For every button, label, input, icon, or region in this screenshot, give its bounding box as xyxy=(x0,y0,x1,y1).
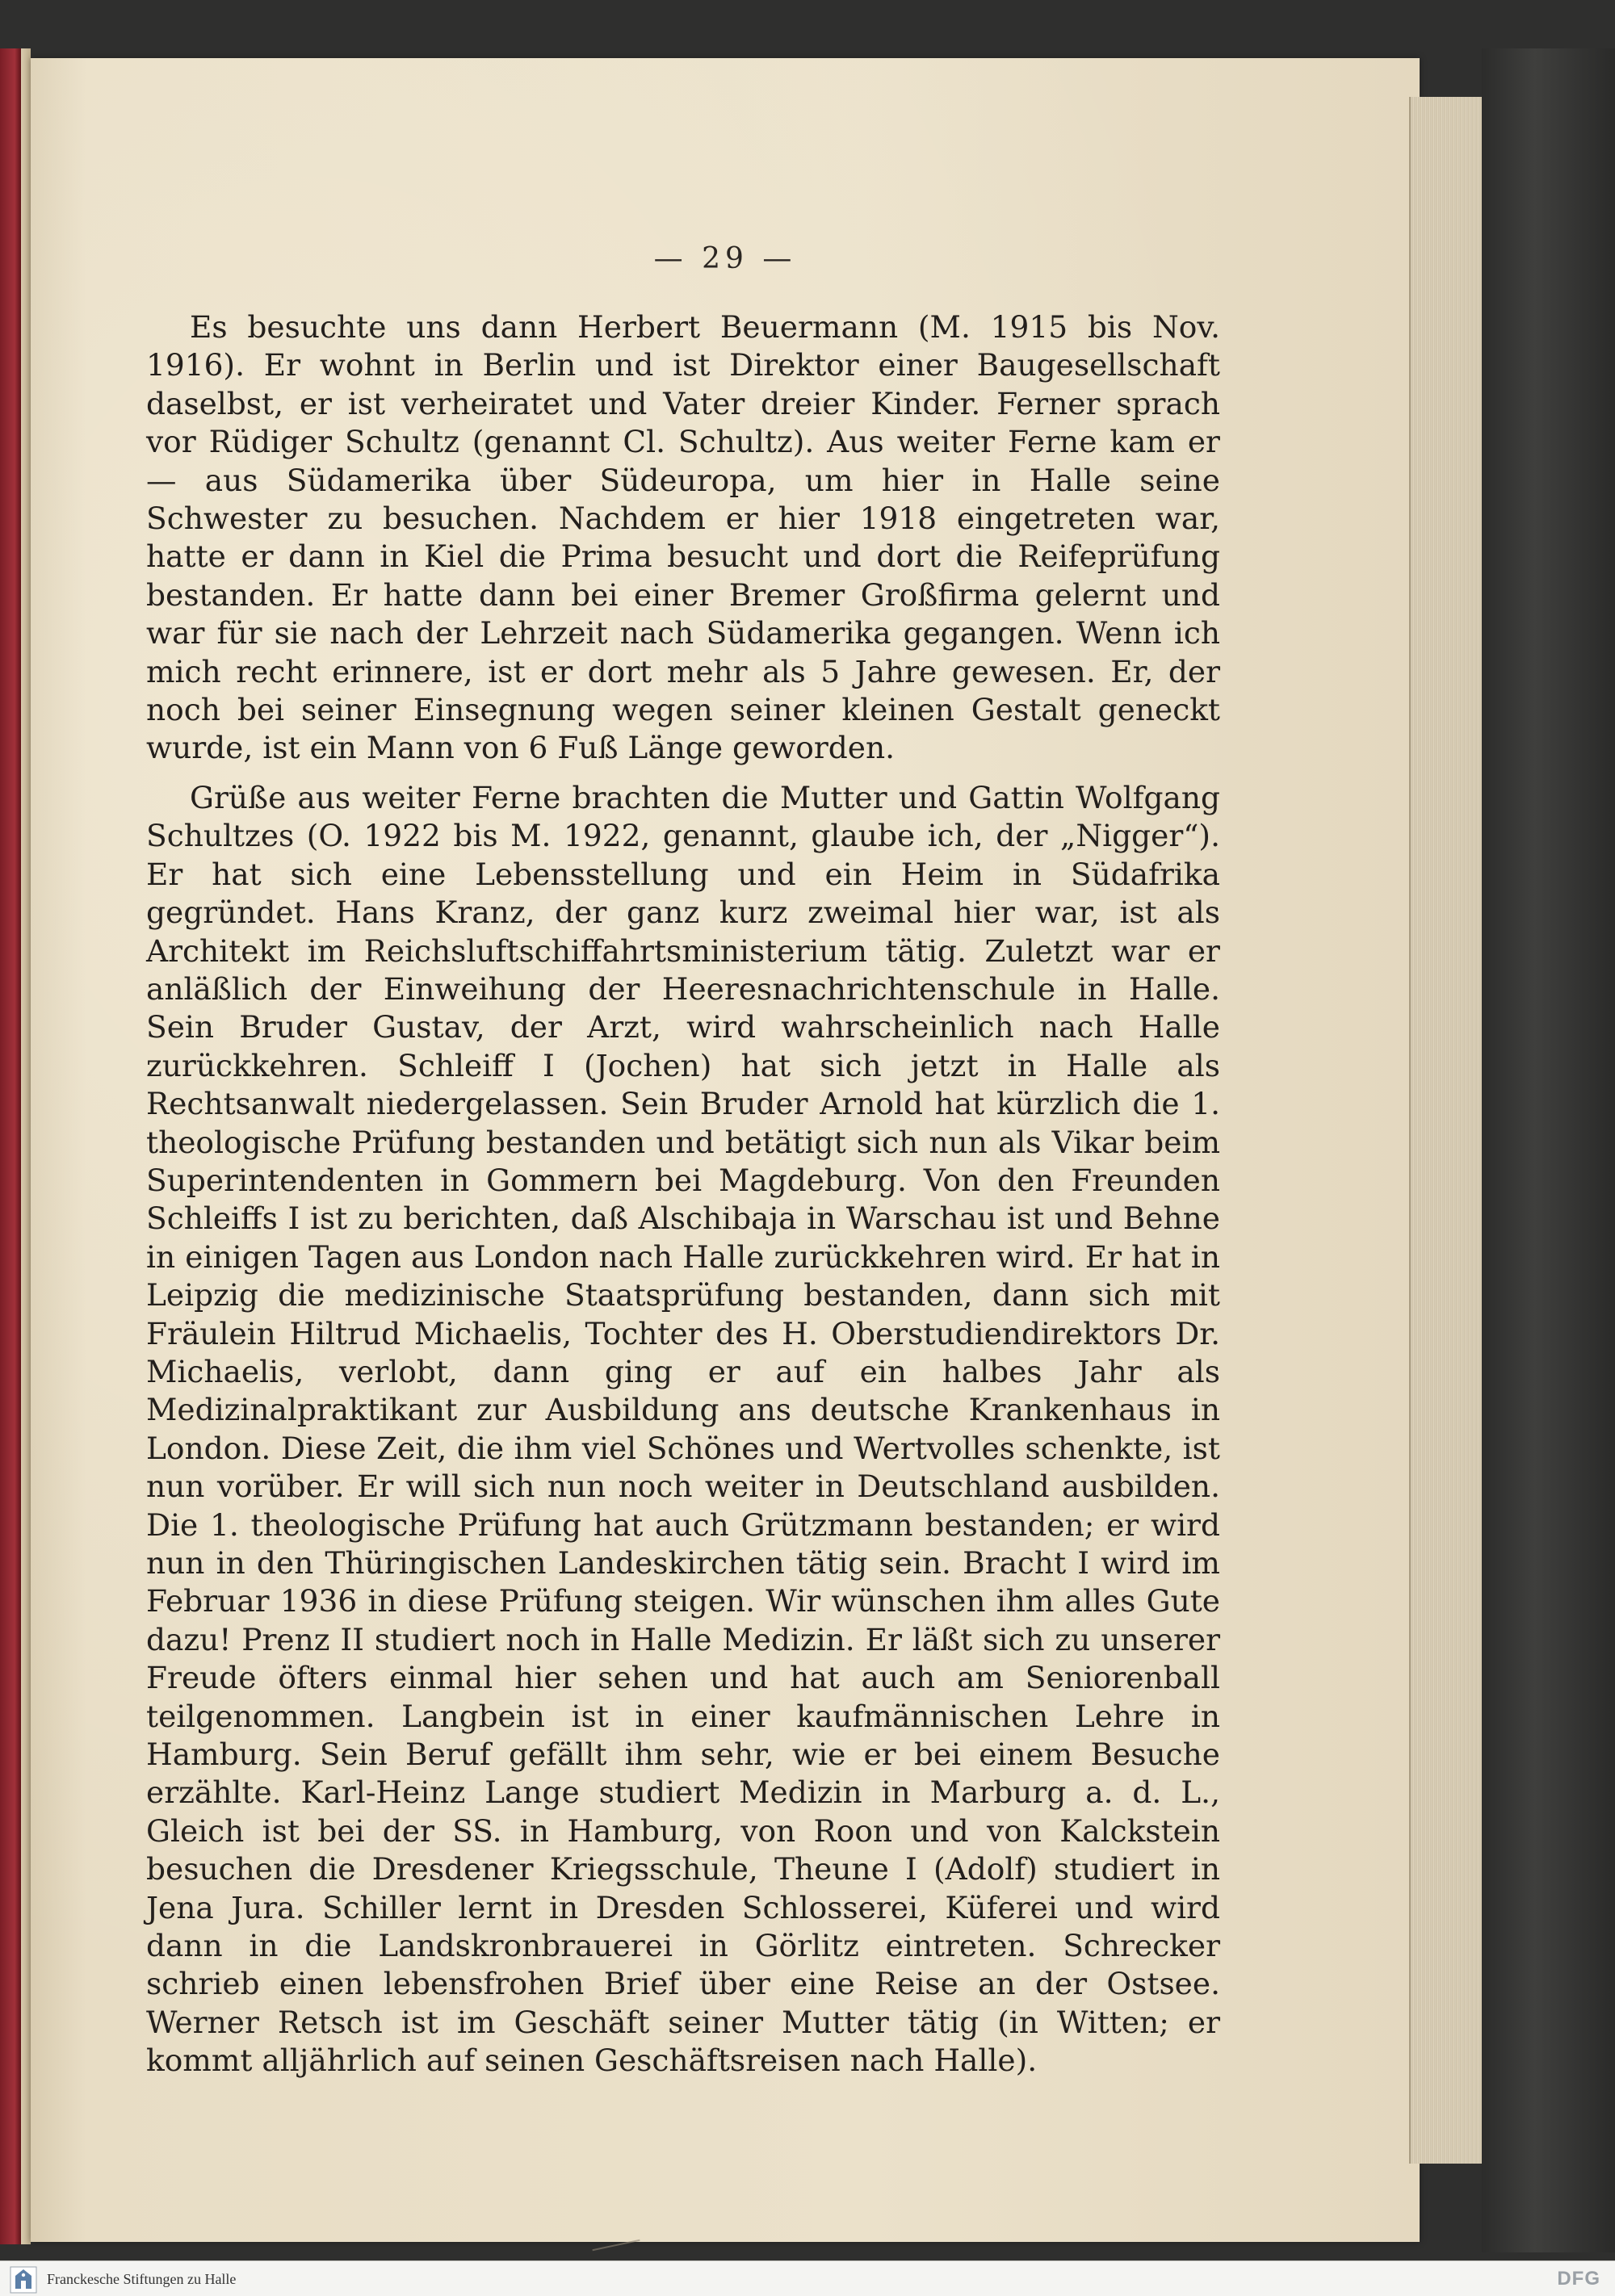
footer-credit: Franckesche Stiftungen zu Halle xyxy=(47,2271,237,2287)
book-cover-edge xyxy=(1482,48,1615,2252)
viewer-footer xyxy=(0,2260,1615,2296)
pencil-mark xyxy=(592,2239,640,2251)
book-page xyxy=(31,58,1420,2242)
page-body xyxy=(146,308,1220,2080)
paragraph-2: Grüße aus weiter Ferne brachten die Mutter und Gattin Wolfgang Schultzes (O. 1922 bis M. 1922, genannt, glaube ich, der „Nigger“). Er hat sich eine Lebensstellung und ein Heim in Südafrika gegründet. Hans Kranz, der ganz kurz zweimal hier war, ist als Architekt im Reichsluftschiffahrtsministerium tätig. Zuletzt war er anläßlich der Einweihung der Heeresnachrichtenschule in Halle. Sein Bruder Gustav, der Arzt, wird wahrscheinlich nach Halle zurückkehren. Schleiff I (Jochen) hat sich jetzt in Halle als Rechtsanwalt niedergelassen. Sein Bruder Arnold hat kürzlich die 1. theologische Prüfung bestanden und betätigt sich nun als Vikar beim Superintendenten in Gommern bei Magdeburg. Von den Freunden Schleiffs I ist zu berichten, daß Alschibaja in Warschau ist und Behne in einigen Tagen aus London nach Halle zurückkehren wird. Er hat in Leipzig die medizinische Staatsprüfung bestanden, dann sich mit Fräulein Hiltrud Michaelis, Tochter des H. Oberstudiendirektors Dr. Michaelis, verlobt, dann ging er auf ein halbes Jahr als Medizinalpraktikant zur Ausbildung ans deutsche Krankenhaus in London. Diese Zeit, die ihm viel Schönes und Wertvolles schenkte, ist nun vorüber. Er will sich nun noch weiter in Deutschland ausbilden. Die 1. theologische Prüfung hat auch Grützmann bestanden; er wird nun in den Thüringischen Landeskirchen tätig sein. Bracht I wird im Februar 1936 in diese Prüfung steigen. Wir wünschen ihm alles Gute dazu! Prenz II studiert noch in Halle Medizin. Er läßt sich zu unserer Freude öfters einmal hier sehen und hat auch am Seniorenball teilgenommen. Langbein ist in einer kaufmännischen Lehre in Hamburg. Sein Beruf gefällt ihm sehr, wie er bei einem Besuche erzählte. Karl-Heinz Lange studiert Medizin in Marburg a. d. L., Gleich ist bei der SS. in Hamburg, von Roon und von Kalckstein besuchen die Dresdener Kriegsschule, Theune I (Adolf) studiert in Jena Jura. Schiller lernt in Dresden Schlosserei, Küferei und wird dann in die Landskronbrauerei in Görlitz eintreten. Schrecker schrieb einen lebensfrohen Brief über eine Reise an der Ostsee. Werner Retsch ist im Geschäft seiner Mutter tätig (in Witten; er kommt alljährlich auf seinen Geschäftsreisen nach Halle). xyxy=(146,779,1220,2079)
paragraph-1: Es besuchte uns dann Herbert Beuermann (M. 1915 bis Nov. 1916). Er wohnt in Berlin und ist Direktor einer Baugesellschaft daselbst, er ist verheiratet und Vater dreier Kinder. Ferner sprach vor Rüdiger Schultz (genannt Cl. Schultz). Aus weiter Ferne kam er — aus Südamerika über Südeuropa, um hier in Halle seine Schwester zu besuchen. Nachdem er hier 1918 eingetreten war, hatte er dann in Kiel die Prima besucht und dort die Reifeprüfung bestanden. Er hatte dann bei einer Bremer Großfirma gelernt und war für sie nach der Lehrzeit nach Südamerika gegangen. Wenn ich mich recht erinnere, ist er dort mehr als 5 Jahre gewesen. Er, der noch bei seiner Einsegnung wegen seiner kleinen Gestalt geneckt wurde, ist ein Mann von 6 Fuß Länge geworden. xyxy=(146,309,1220,766)
dfg-logo: DFG xyxy=(1557,2268,1600,2290)
page-stack-edge xyxy=(1409,97,1483,2164)
red-binding-edge xyxy=(0,48,21,2244)
franckesche-stiftungen-logo-icon xyxy=(10,2266,37,2294)
page-number: — 29 — xyxy=(653,242,797,275)
